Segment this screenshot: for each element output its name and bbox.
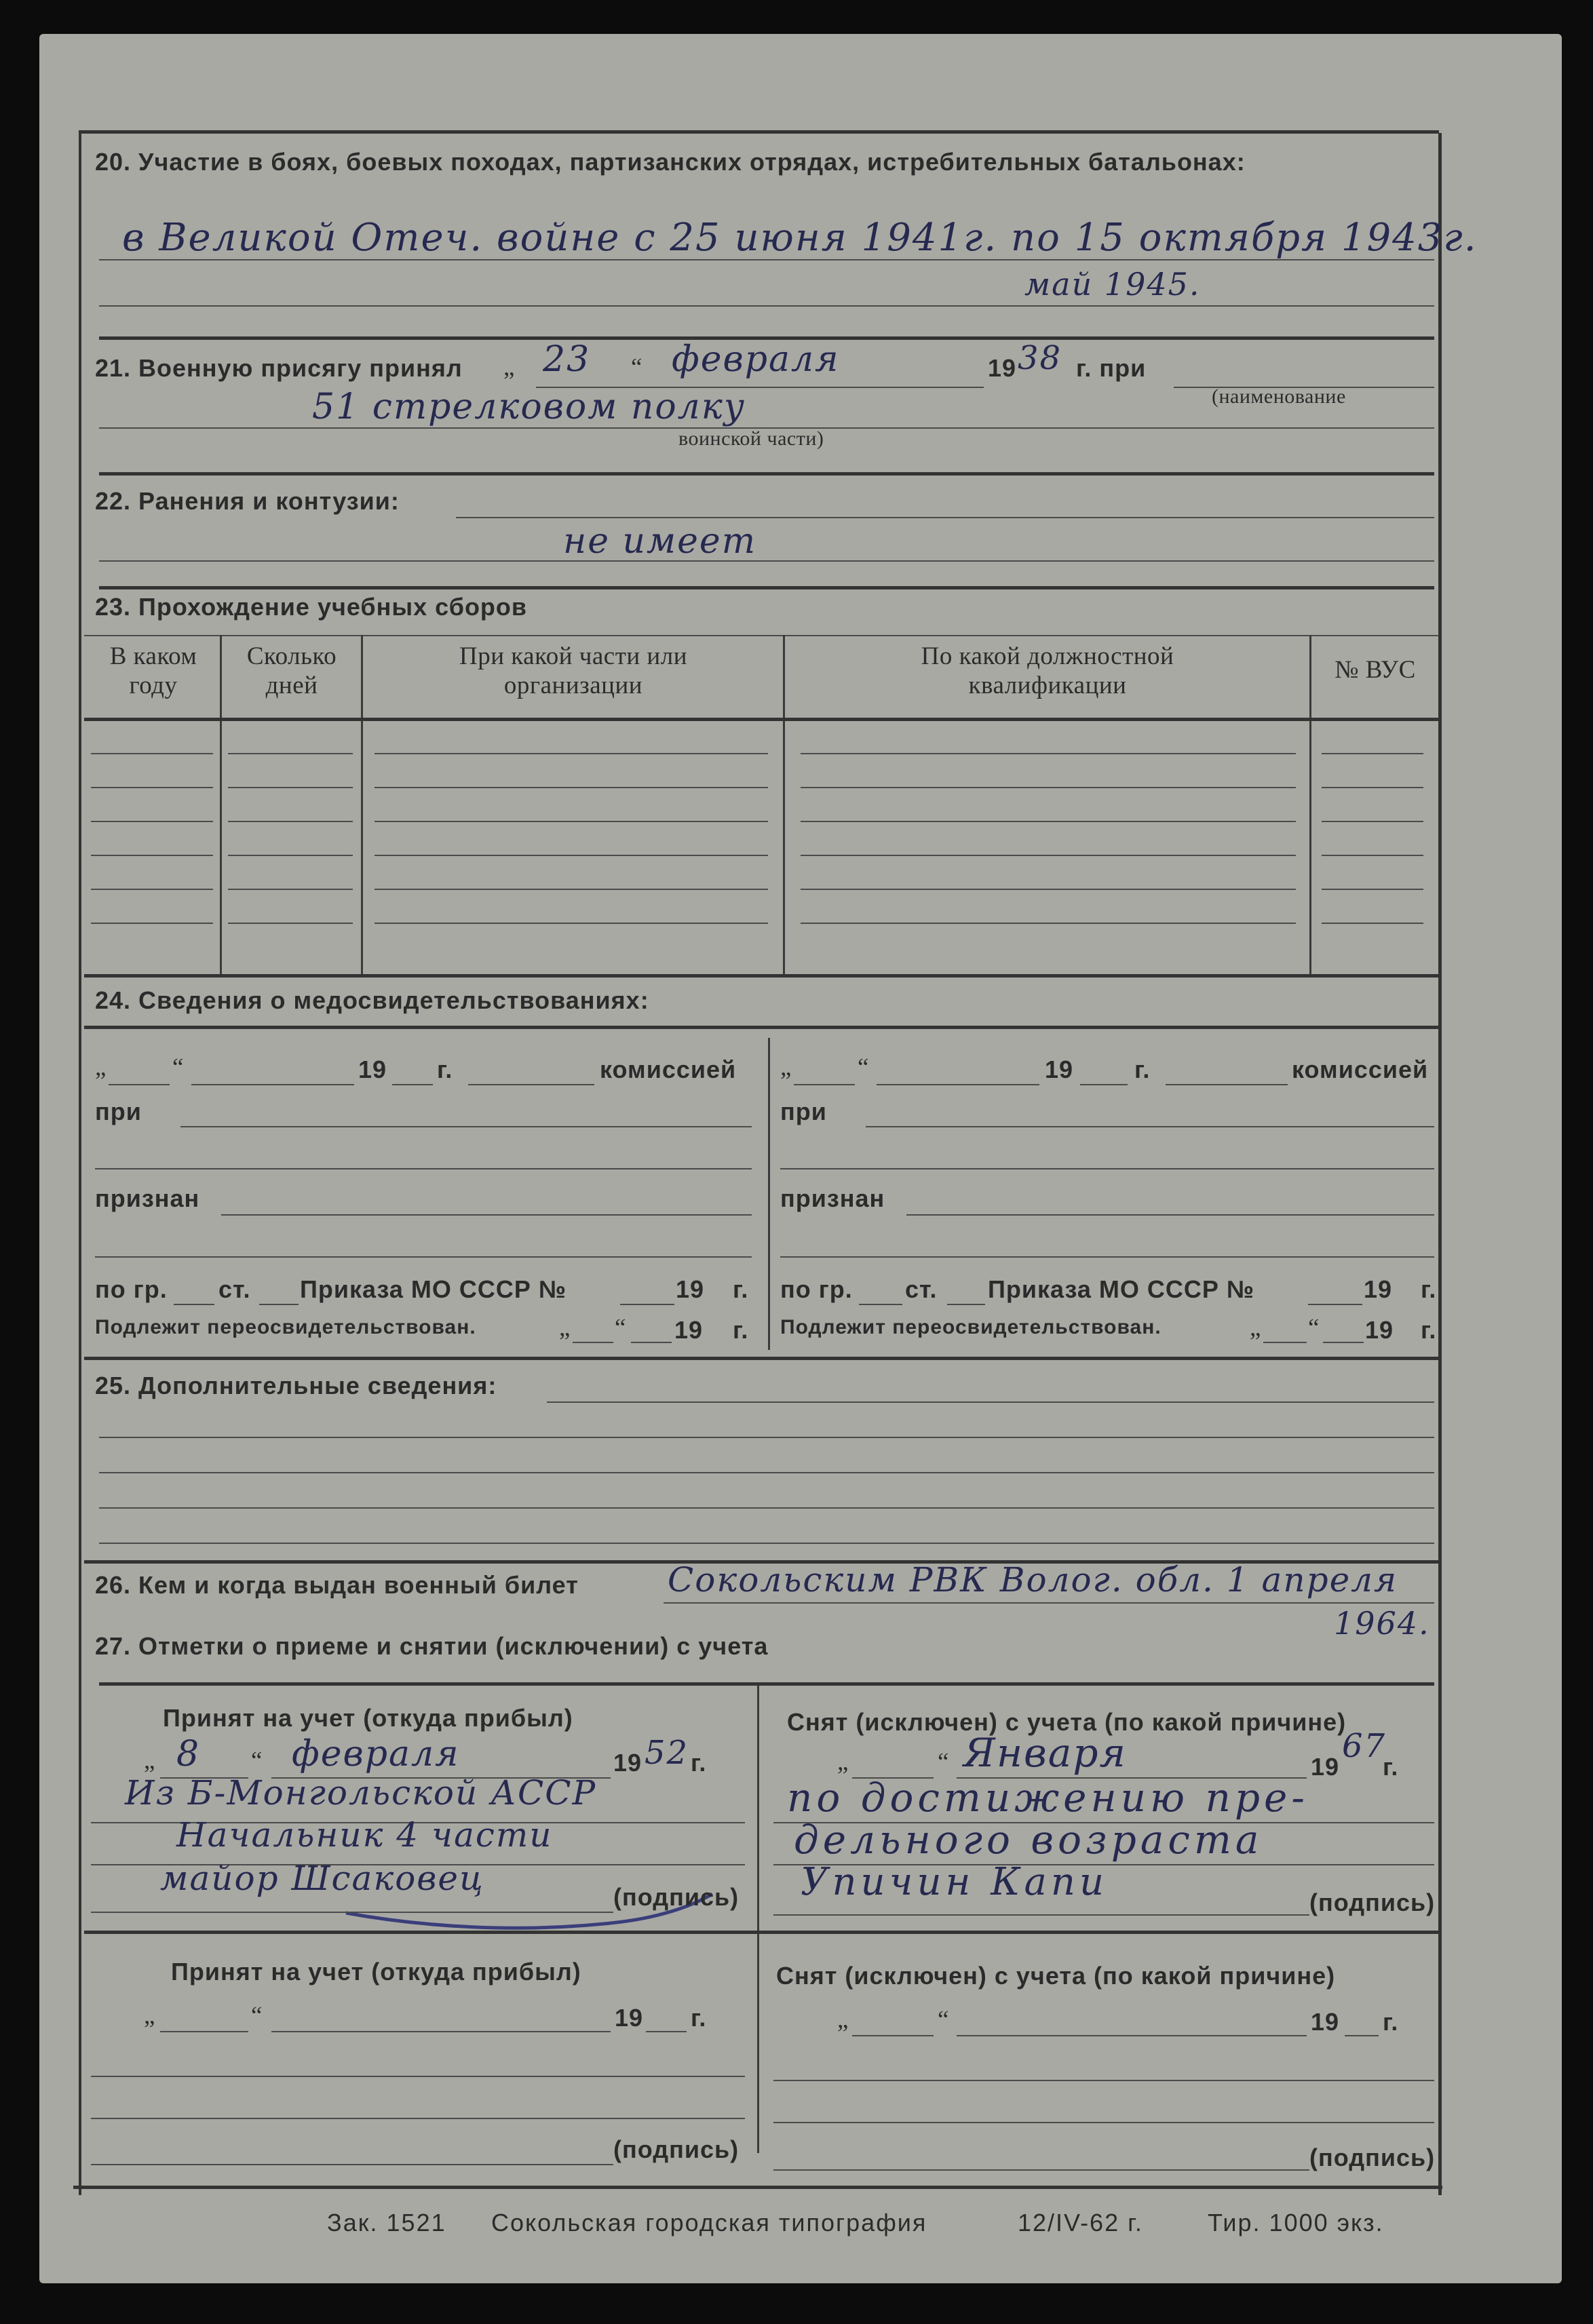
oath-year-suffix: г. при	[1076, 354, 1147, 382]
section-divider	[84, 1931, 1438, 1934]
year-prefix: 19	[1045, 1056, 1074, 1083]
year-prefix: 19	[1311, 2008, 1340, 2036]
section-20-label: 20. Участие в боях, боевых походах, партизанских отрядах, истребительных батальонах:	[95, 148, 1246, 176]
row-line	[801, 889, 1296, 890]
recheck-year: 19	[1365, 1316, 1394, 1344]
quote-open: „	[780, 1053, 792, 1081]
col-divider	[220, 635, 222, 974]
order-section-label: ст.	[905, 1275, 938, 1303]
row-line	[228, 821, 353, 822]
recheck-year: 19	[674, 1316, 704, 1344]
at-label: при	[95, 1098, 142, 1125]
line	[91, 1912, 613, 1913]
order-number: Зак. 1521	[327, 2209, 446, 2236]
line	[99, 1543, 1434, 1544]
quote-close: “	[251, 2002, 263, 2030]
quote-open: „	[837, 1748, 849, 1776]
row-line	[1322, 855, 1423, 856]
bottom-rule	[73, 2186, 1442, 2189]
row-line	[1322, 923, 1423, 924]
signature-label: (подпись)	[613, 1883, 740, 1911]
line	[271, 2031, 611, 2032]
line	[780, 1256, 1434, 1258]
row-line	[375, 923, 768, 924]
oath-day: 23	[543, 339, 591, 380]
section-24-label: 24. Сведения о медосвидетельствованиях:	[95, 986, 649, 1014]
quote-open: „	[559, 1314, 571, 1342]
removed-year-prefix: 19	[1311, 1753, 1340, 1781]
section-divider	[99, 586, 1434, 589]
accepted-origin: Из Б-Монгольской АССР	[125, 1773, 597, 1813]
row-line	[1322, 821, 1423, 822]
quote-close: “	[251, 1747, 263, 1775]
military-id-year: 1964.	[1334, 1605, 1430, 1642]
oath-year: 38	[1018, 339, 1062, 377]
row-line	[375, 855, 768, 856]
row-line	[91, 855, 213, 856]
section-divider	[99, 1682, 1434, 1686]
col-header-unit: При какой части или организации	[459, 642, 687, 699]
line	[573, 1342, 613, 1343]
year-suffix: г.	[1134, 1056, 1151, 1083]
line	[773, 1914, 1309, 1916]
row-line	[1322, 753, 1423, 754]
medical-column-divider	[768, 1038, 770, 1350]
section-27-label: 27. Отметки о приеме и снятии (исключении) с учета	[95, 1632, 769, 1660]
accepted-year-suffix: г.	[691, 1749, 707, 1777]
row-line	[801, 855, 1296, 856]
order-year: 19	[676, 1275, 705, 1303]
line	[852, 2035, 934, 2036]
row-line	[801, 923, 1296, 924]
quote-close: “	[631, 353, 642, 381]
order-year-suffix: г.	[733, 1275, 749, 1303]
order-article-label: по гр.	[780, 1275, 853, 1303]
line	[773, 2080, 1434, 2081]
row-line	[1322, 787, 1423, 788]
removed-reason-1: по достижению пре-	[787, 1775, 1309, 1821]
removed-month: Января	[963, 1730, 1127, 1776]
col-divider	[783, 635, 785, 974]
line	[259, 1304, 299, 1305]
row-line	[801, 753, 1296, 754]
printer-name: Сокольская городская типография	[491, 2209, 927, 2236]
section-divider	[84, 1357, 1438, 1360]
line	[99, 305, 1434, 307]
line	[99, 1472, 1434, 1473]
section-divider	[84, 1026, 1438, 1029]
table-top-rule	[84, 635, 1438, 636]
commission-label: комиссией	[600, 1056, 737, 1083]
commission-label: комиссией	[1292, 1056, 1429, 1083]
row-line	[375, 787, 768, 788]
row-line	[91, 923, 213, 924]
line	[95, 1256, 752, 1258]
quote-open: „	[95, 1053, 107, 1081]
quote-open: „	[144, 2002, 155, 2030]
line	[877, 1084, 1039, 1085]
recheck-year-suffix: г.	[1421, 1316, 1437, 1344]
recheck-label: Подлежит переосвидетельствован.	[95, 1316, 476, 1338]
section-25-label: 25. Дополнительные сведения:	[95, 1372, 497, 1399]
unit-name-note: (наименование	[1212, 385, 1346, 408]
row-line	[228, 923, 353, 924]
section-divider	[84, 974, 1438, 977]
line	[620, 1304, 674, 1305]
line	[773, 2122, 1434, 2123]
section-21-label: 21. Военную присягу принял	[95, 354, 463, 382]
quote-open: „	[144, 1747, 155, 1775]
line	[1308, 1304, 1362, 1305]
accepted-official-signature: майор Шсаковец	[160, 1859, 484, 1898]
removed-official-signature: Упичин Капи	[801, 1860, 1109, 1904]
col-divider	[1309, 635, 1311, 974]
line	[1263, 1342, 1307, 1343]
quote-close: “	[858, 1053, 869, 1081]
line	[631, 1342, 672, 1343]
year-suffix: г.	[1383, 2008, 1399, 2036]
quote-open: „	[503, 353, 515, 381]
accepted-day: 8	[176, 1734, 201, 1775]
row-line	[228, 855, 353, 856]
row-line	[375, 821, 768, 822]
line	[221, 1214, 752, 1216]
quote-open: „	[837, 2006, 849, 2034]
military-id-issuer: Сокольским РВК Волог. обл. 1 апреля	[668, 1560, 1398, 1600]
quote-close: “	[938, 2006, 949, 2034]
line	[1345, 2035, 1379, 2036]
line	[1323, 1342, 1364, 1343]
line	[109, 1084, 170, 1085]
accepted-official-title: Начальник 4 части	[176, 1815, 553, 1855]
row-line	[375, 753, 768, 754]
col-header-qualification: По какой должностной квалификации	[921, 642, 1174, 699]
print-date: 12/IV-62 г.	[1018, 2209, 1143, 2236]
row-line	[91, 889, 213, 890]
line	[180, 1126, 752, 1127]
col-header-vus: № ВУС	[1335, 656, 1416, 684]
line	[95, 1168, 752, 1169]
oath-month: февраля	[672, 339, 840, 380]
removed-year: 67	[1342, 1727, 1387, 1765]
line	[99, 560, 1434, 562]
line	[859, 1304, 902, 1305]
row-line	[375, 889, 768, 890]
quote-close: “	[615, 1314, 626, 1342]
row-line	[228, 787, 353, 788]
accepted-year: 52	[645, 1734, 689, 1772]
removed-reason-2: дельного возраста	[794, 1817, 1263, 1863]
row-line	[801, 787, 1296, 788]
order-label: Приказа МО СССР №	[300, 1275, 567, 1303]
line	[773, 2169, 1309, 2171]
line	[547, 1401, 1434, 1403]
row-line	[228, 889, 353, 890]
row-line	[801, 821, 1296, 822]
accepted-year-prefix: 19	[613, 1749, 642, 1777]
line	[392, 1084, 433, 1085]
quote-close: “	[1308, 1314, 1320, 1342]
line	[91, 2164, 613, 2165]
section-20-handwritten-2: май 1945.	[1024, 266, 1201, 303]
line	[99, 259, 1434, 260]
quote-open: „	[1250, 1314, 1261, 1342]
line	[957, 2035, 1307, 2036]
wounds-value: не имеет	[563, 521, 757, 562]
at-label: при	[780, 1098, 827, 1125]
col-divider	[361, 635, 363, 974]
line	[174, 1304, 214, 1305]
line	[646, 2031, 687, 2032]
recheck-label: Подлежит переосвидетельствован.	[780, 1316, 1162, 1338]
quote-close: “	[938, 1748, 949, 1776]
oath-unit: 51 стрелковом полку	[312, 387, 746, 427]
row-line	[91, 787, 213, 788]
line	[866, 1126, 1434, 1127]
row-line	[91, 753, 213, 754]
section-20-handwritten: в Великой Отеч. войне с 25 июня 1941г. по 15 октября 1943г.	[122, 216, 1478, 260]
col-header-year: В каком году	[109, 642, 197, 699]
line	[91, 2076, 745, 2077]
removed-label: Снят (исключен) с учета (по какой причине)	[787, 1708, 1347, 1736]
line	[91, 2118, 745, 2119]
recheck-year-suffix: г.	[733, 1316, 749, 1344]
year-prefix: 19	[358, 1056, 387, 1083]
line	[191, 1084, 354, 1085]
line	[906, 1214, 1434, 1216]
table-header-rule	[84, 718, 1438, 721]
oath-year-prefix: 19	[988, 354, 1017, 382]
line	[1080, 1084, 1128, 1085]
row-line	[228, 753, 353, 754]
accepted-label: Принят на учет (откуда прибыл)	[171, 1958, 581, 1986]
top-rule	[79, 130, 1439, 134]
print-run: Тир. 1000 экз.	[1208, 2209, 1384, 2236]
accepted-label: Принят на учет (откуда прибыл)	[163, 1704, 573, 1732]
removed-year-suffix: г.	[1383, 1753, 1399, 1781]
signature-label: (подпись)	[1309, 2144, 1436, 2171]
signature-label: (подпись)	[613, 2135, 740, 2163]
line	[664, 1602, 1434, 1604]
section-23-label: 23. Прохождение учебных сборов	[95, 593, 528, 621]
declared-label: признан	[95, 1184, 200, 1212]
row-line	[1322, 889, 1423, 890]
year-prefix: 19	[615, 2004, 644, 2032]
section-22-label: 22. Ранения и контузии:	[95, 487, 400, 515]
section-26-label: 26. Кем и когда выдан военный билет	[95, 1571, 579, 1599]
quote-close: “	[172, 1053, 184, 1081]
year-suffix: г.	[437, 1056, 453, 1083]
military-unit-note: воинской части)	[678, 427, 824, 450]
removed-label: Снят (исключен) с учета (по какой причине)	[776, 1962, 1336, 1990]
line	[1166, 1084, 1288, 1085]
line	[947, 1304, 985, 1305]
line	[468, 1084, 594, 1085]
line	[780, 1168, 1434, 1169]
line	[160, 2031, 248, 2032]
accepted-month: февраля	[292, 1734, 460, 1775]
signature-label: (подпись)	[1309, 1889, 1436, 1916]
row-line	[91, 821, 213, 822]
line	[99, 1437, 1434, 1438]
order-section-label: ст.	[218, 1275, 251, 1303]
registration-column-divider	[757, 1685, 759, 2153]
order-label: Приказа МО СССР №	[988, 1275, 1255, 1303]
order-year-suffix: г.	[1421, 1275, 1437, 1303]
order-article-label: по гр.	[95, 1275, 168, 1303]
line	[456, 517, 1434, 518]
section-divider	[99, 472, 1434, 476]
order-year: 19	[1364, 1275, 1393, 1303]
year-suffix: г.	[691, 2004, 707, 2032]
declared-label: признан	[780, 1184, 885, 1212]
line	[794, 1084, 855, 1085]
col-header-days: Сколько дней	[246, 642, 337, 699]
line	[99, 1507, 1434, 1509]
